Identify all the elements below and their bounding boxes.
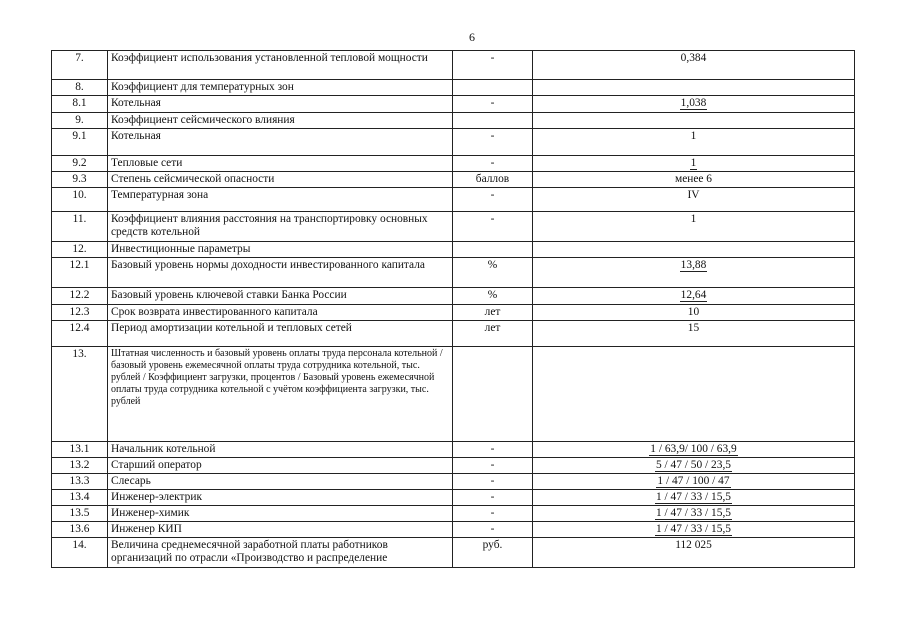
row-parameter: Слесарь bbox=[108, 474, 453, 490]
page-number: 6 bbox=[469, 30, 475, 44]
row-number: 9.3 bbox=[52, 172, 108, 188]
row-unit: % bbox=[453, 258, 533, 288]
row-value: 1 bbox=[533, 212, 855, 242]
row-unit: лет bbox=[453, 321, 533, 347]
row-parameter: Температурная зона bbox=[108, 188, 453, 212]
row-number: 13.5 bbox=[52, 506, 108, 522]
row-number: 7. bbox=[52, 51, 108, 80]
table-row bbox=[52, 258, 855, 288]
row-parameter: Котельная bbox=[108, 129, 453, 156]
row-parameter: Старший оператор bbox=[108, 458, 453, 474]
row-value-text: 1,038 bbox=[680, 97, 707, 109]
row-unit: % bbox=[453, 288, 533, 305]
row-number: 13.3 bbox=[52, 474, 108, 490]
row-unit: - bbox=[453, 212, 533, 242]
row-number: 13.2 bbox=[52, 458, 108, 474]
row-parameter: Инженер-электрик bbox=[108, 490, 453, 506]
row-value: 15 bbox=[533, 321, 855, 347]
row-parameter: Инженер КИП bbox=[108, 522, 453, 538]
table-row bbox=[52, 321, 855, 347]
row-unit bbox=[453, 242, 533, 258]
row-value: 10 bbox=[533, 305, 855, 321]
row-value: 1 bbox=[533, 129, 855, 156]
row-number: 14. bbox=[52, 538, 108, 568]
table-row bbox=[52, 305, 855, 321]
row-parameter: Инвестиционные параметры bbox=[108, 242, 453, 258]
table-row bbox=[52, 172, 855, 188]
row-number: 10. bbox=[52, 188, 108, 212]
row-parameter: Штатная численность и базовый уровень оплаты труда персонала котельной / базовый уровень ежемесячной оплаты труда сотрудника котельной, тыс. рублей / Коэффициент загрузки, процентов / Базовый уровень ежемесячной оплаты труда сотрудника котельной с учётом коэффициента загрузки, тыс. рублей bbox=[108, 347, 453, 442]
row-unit: баллов bbox=[453, 172, 533, 188]
row-parameter: Коэффициент для температурных зон bbox=[108, 80, 453, 96]
row-parameter: Величина среднемесячной заработной платы работников организаций по отрасли «Производство и распределение bbox=[108, 538, 453, 568]
row-number: 13.6 bbox=[52, 522, 108, 538]
table-row bbox=[52, 113, 855, 129]
row-parameter: Коэффициент использования установленной тепловой мощности bbox=[108, 51, 453, 80]
table-row bbox=[52, 242, 855, 258]
row-value: IV bbox=[533, 188, 855, 212]
row-value-text: 1 / 47 / 33 / 15,5 bbox=[656, 507, 731, 519]
row-value bbox=[533, 347, 855, 442]
row-parameter: Базовый уровень ключевой ставки Банка России bbox=[108, 288, 453, 305]
row-unit: - bbox=[453, 442, 533, 458]
row-number: 12.4 bbox=[52, 321, 108, 347]
row-number: 12. bbox=[52, 242, 108, 258]
row-value bbox=[533, 458, 855, 474]
row-value-text: 5 / 47 / 50 / 23,5 bbox=[656, 459, 731, 471]
row-value: 112 025 bbox=[533, 538, 855, 568]
row-value: 0,384 bbox=[533, 51, 855, 80]
row-unit: руб. bbox=[453, 538, 533, 568]
row-value bbox=[533, 156, 855, 172]
row-number: 9. bbox=[52, 113, 108, 129]
row-number: 13.4 bbox=[52, 490, 108, 506]
row-value-text: 1 / 47 / 100 / 47 bbox=[657, 475, 730, 487]
row-unit: лет bbox=[453, 305, 533, 321]
row-value bbox=[533, 242, 855, 258]
row-parameter: Базовый уровень нормы доходности инвестированного капитала bbox=[108, 258, 453, 288]
row-unit bbox=[453, 80, 533, 96]
row-unit: - bbox=[453, 188, 533, 212]
row-parameter: Степень сейсмической опасности bbox=[108, 172, 453, 188]
row-unit: - bbox=[453, 522, 533, 538]
row-number: 13. bbox=[52, 347, 108, 442]
row-unit: - bbox=[453, 96, 533, 113]
row-value bbox=[533, 288, 855, 305]
row-value-text: 12,64 bbox=[680, 289, 707, 301]
row-value bbox=[533, 113, 855, 129]
row-value-text: 1 bbox=[690, 157, 697, 169]
row-number: 8. bbox=[52, 80, 108, 96]
row-unit: - bbox=[453, 458, 533, 474]
table-row bbox=[52, 129, 855, 156]
row-parameter: Инженер-химик bbox=[108, 506, 453, 522]
row-unit: - bbox=[453, 490, 533, 506]
table-row bbox=[52, 458, 855, 474]
row-unit: - bbox=[453, 474, 533, 490]
row-parameter: Тепловые сети bbox=[108, 156, 453, 172]
row-value-text: 1 / 47 / 33 / 15,5 bbox=[656, 491, 731, 503]
row-value bbox=[533, 80, 855, 96]
row-number: 12.2 bbox=[52, 288, 108, 305]
row-unit: - bbox=[453, 506, 533, 522]
row-number: 13.1 bbox=[52, 442, 108, 458]
row-number: 11. bbox=[52, 212, 108, 242]
row-parameter: Котельная bbox=[108, 96, 453, 113]
row-value bbox=[533, 474, 855, 490]
row-number: 12.3 bbox=[52, 305, 108, 321]
row-number: 12.1 bbox=[52, 258, 108, 288]
row-number: 8.1 bbox=[52, 96, 108, 113]
row-number: 9.2 bbox=[52, 156, 108, 172]
table-row bbox=[52, 80, 855, 96]
table-row bbox=[52, 347, 855, 442]
table-row bbox=[52, 212, 855, 242]
row-unit bbox=[453, 347, 533, 442]
row-parameter: Коэффициент влияния расстояния на транспортировку основных средств котельной bbox=[108, 212, 453, 242]
table-row bbox=[52, 96, 855, 113]
row-parameter: Коэффициент сейсмического влияния bbox=[108, 113, 453, 129]
row-value bbox=[533, 490, 855, 506]
row-value bbox=[533, 96, 855, 113]
row-number: 9.1 bbox=[52, 129, 108, 156]
table-row bbox=[52, 490, 855, 506]
row-value bbox=[533, 506, 855, 522]
row-unit: - bbox=[453, 51, 533, 80]
table-row bbox=[52, 506, 855, 522]
row-value bbox=[533, 258, 855, 288]
table-row bbox=[52, 156, 855, 172]
row-value: менее 6 bbox=[533, 172, 855, 188]
row-parameter: Срок возврата инвестированного капитала bbox=[108, 305, 453, 321]
row-value bbox=[533, 442, 855, 458]
table-row bbox=[52, 474, 855, 490]
table-row bbox=[52, 51, 855, 80]
row-unit bbox=[453, 113, 533, 129]
table-row bbox=[52, 522, 855, 538]
row-parameter: Период амортизации котельной и тепловых сетей bbox=[108, 321, 453, 347]
row-unit: - bbox=[453, 156, 533, 172]
row-value-text: 1 / 63,9/ 100 / 63,9 bbox=[650, 443, 737, 455]
row-value bbox=[533, 522, 855, 538]
row-parameter: Начальник котельной bbox=[108, 442, 453, 458]
table-row bbox=[52, 538, 855, 568]
table-row bbox=[52, 288, 855, 305]
row-value-text: 13,88 bbox=[680, 259, 707, 271]
table-row bbox=[52, 442, 855, 458]
row-unit: - bbox=[453, 129, 533, 156]
table-row bbox=[52, 188, 855, 212]
row-value-text: 1 / 47 / 33 / 15,5 bbox=[656, 523, 731, 535]
parameters-table bbox=[51, 50, 855, 568]
